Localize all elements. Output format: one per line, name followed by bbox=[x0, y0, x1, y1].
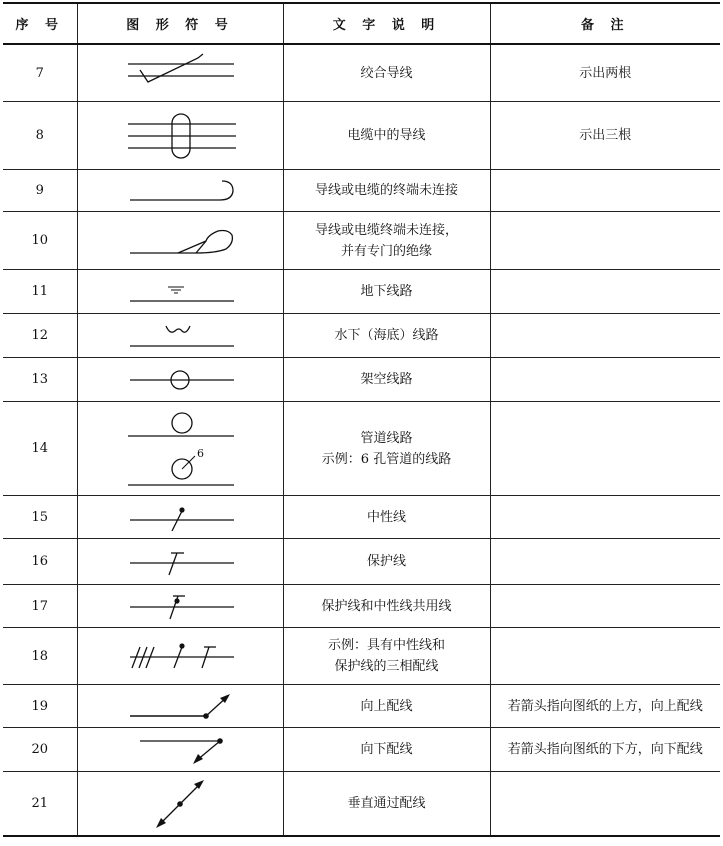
header-text: 文 字 说 明 bbox=[283, 3, 490, 44]
neutral-conductor-icon bbox=[78, 497, 284, 538]
note-cell: 若箭头指向图纸的上方，向上配线 bbox=[490, 685, 720, 728]
insulated-unconnected-end-icon bbox=[78, 213, 284, 269]
note-cell bbox=[490, 170, 720, 212]
table-row bbox=[3, 496, 720, 539]
description-line: 并有专门的绝缘 bbox=[340, 243, 432, 259]
table-row bbox=[3, 539, 720, 585]
note-cell bbox=[490, 496, 720, 539]
row-number: 16 bbox=[3, 539, 77, 585]
protective-conductor-icon bbox=[78, 540, 284, 584]
downward-wiring-icon bbox=[78, 729, 284, 771]
table-row bbox=[3, 44, 720, 102]
row-number: 14 bbox=[3, 402, 77, 496]
description-line: 向上配线 bbox=[360, 698, 413, 714]
table-row bbox=[3, 212, 720, 270]
description-line: 保护线 bbox=[366, 554, 406, 569]
table-row bbox=[3, 685, 720, 728]
note-cell bbox=[490, 358, 720, 402]
description-line: 示例：具有中性线和 bbox=[327, 638, 445, 653]
header-symbol: 图 形 符 号 bbox=[77, 3, 283, 44]
description-line: 中性线 bbox=[366, 509, 406, 525]
note-cell bbox=[490, 585, 720, 628]
vertical-through-wiring-icon bbox=[78, 772, 284, 834]
description-line: 水下（海底）线路 bbox=[334, 328, 439, 343]
description-line: 保护线的三相配线 bbox=[334, 659, 439, 674]
header-note: 备 注 bbox=[490, 3, 720, 44]
note-cell bbox=[490, 402, 720, 496]
description-line: 导线或电缆终端未连接， bbox=[314, 222, 458, 238]
note-cell: 示出三根 bbox=[490, 102, 720, 170]
row-number: 9 bbox=[3, 170, 77, 212]
description-line: 地下线路 bbox=[360, 284, 413, 299]
row-number: 15 bbox=[3, 496, 77, 539]
table-row bbox=[3, 270, 720, 314]
table-row bbox=[3, 170, 720, 212]
row-number: 10 bbox=[3, 212, 77, 270]
description-line: 架空线路 bbox=[360, 372, 413, 387]
header-row bbox=[3, 3, 720, 44]
three-conductors-icon bbox=[78, 45, 284, 101]
overhead-line-icon bbox=[78, 359, 284, 401]
unconnected-end-icon bbox=[78, 171, 284, 211]
table-row bbox=[3, 628, 720, 685]
table-row bbox=[3, 102, 720, 170]
row-number: 19 bbox=[3, 685, 77, 728]
header-no: 序 号 bbox=[3, 3, 77, 44]
note-cell bbox=[490, 314, 720, 358]
row-number: 11 bbox=[3, 270, 77, 314]
note-cell bbox=[490, 772, 720, 836]
note-cell bbox=[490, 270, 720, 314]
description-line: 绞合导线 bbox=[360, 65, 413, 81]
row-number: 13 bbox=[3, 358, 77, 402]
conduit-count-label: 6 bbox=[196, 446, 204, 460]
description-line: 保护线和中性线共用线 bbox=[321, 598, 452, 614]
description-line: 管道线路 bbox=[360, 430, 413, 446]
description-line: 向下配线 bbox=[360, 742, 413, 757]
underground-line-icon bbox=[78, 271, 284, 313]
description-line: 导线或电缆的终端未连接 bbox=[314, 183, 458, 198]
combined-pe-n-conductor-icon bbox=[78, 586, 284, 627]
note-cell bbox=[490, 212, 720, 270]
note-cell: 若箭头指向图纸的下方，向下配线 bbox=[490, 728, 720, 772]
note-cell bbox=[490, 628, 720, 685]
three-phase-wiring-icon bbox=[78, 629, 284, 684]
upward-wiring-icon bbox=[78, 686, 284, 727]
cable-conductors-icon bbox=[78, 103, 284, 169]
row-number: 21 bbox=[3, 772, 77, 836]
row-number: 20 bbox=[3, 728, 77, 772]
table-row bbox=[3, 314, 720, 358]
row-number: 7 bbox=[3, 44, 77, 102]
note-cell bbox=[490, 539, 720, 585]
table-row bbox=[3, 402, 720, 496]
description-line: 示例：6 孔管道的线路 bbox=[321, 451, 452, 467]
row-number: 18 bbox=[3, 628, 77, 685]
symbol-table bbox=[3, 2, 720, 837]
underwater-line-icon bbox=[78, 315, 284, 357]
row-number: 12 bbox=[3, 314, 77, 358]
table-row bbox=[3, 585, 720, 628]
table-row bbox=[3, 358, 720, 402]
table-row bbox=[3, 728, 720, 772]
description-line: 垂直通过配线 bbox=[347, 795, 426, 811]
description-line: 电缆中的导线 bbox=[347, 128, 426, 143]
conduit-line-icon bbox=[78, 403, 284, 495]
note-cell: 示出两根 bbox=[490, 44, 720, 102]
table-row bbox=[3, 772, 720, 836]
row-number: 17 bbox=[3, 585, 77, 628]
row-number: 8 bbox=[3, 102, 77, 170]
